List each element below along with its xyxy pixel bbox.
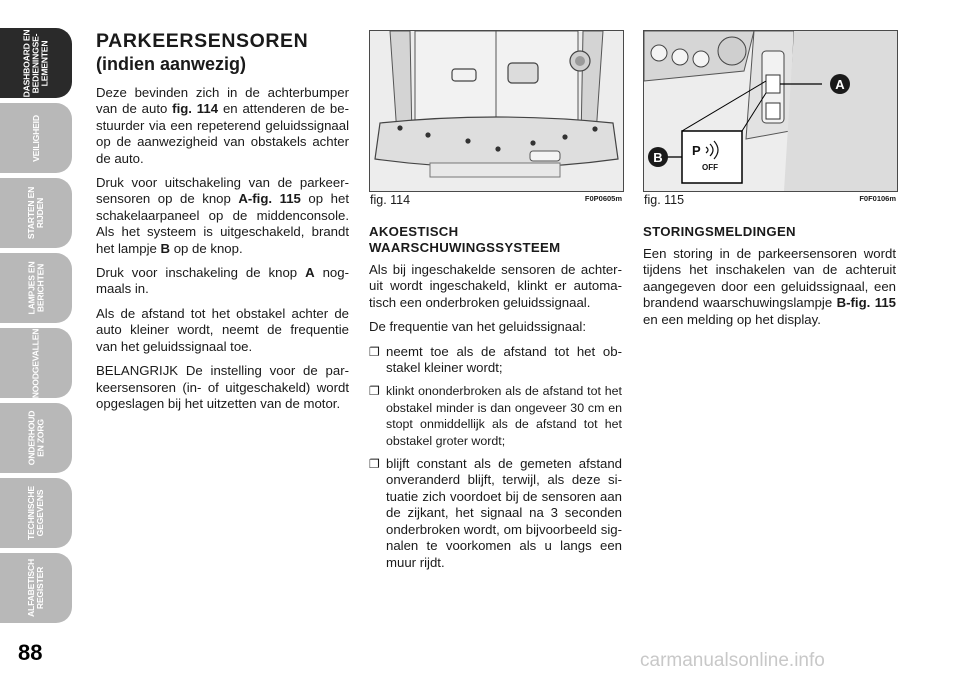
- figure-code: F0P0605m: [584, 194, 622, 203]
- tab-onderhoud[interactable]: [0, 403, 72, 473]
- section-heading-faults: STORINGSMELDINGEN: [643, 224, 796, 239]
- figure-label: fig. 115: [644, 193, 685, 207]
- tab-label: DASHBOARD EN BEDIENINGSE- LEMENTEN: [21, 29, 50, 97]
- column-fault-messages: [643, 224, 896, 336]
- paragraph-important: BELANGRIJK De instelling voor de parkeersensoren (in- of uitgeschakeld) wordt opgeslagen bij het uitzetten van de motor.: [96, 363, 349, 411]
- paragraph-acoustic-frequency: De frequentie van het geluidssignaal:: [369, 319, 587, 335]
- callout-a: A: [835, 77, 845, 92]
- button-off-text: OFF: [702, 163, 718, 172]
- page-subtitle: (indien aanwezig): [96, 54, 247, 74]
- button-letter: P: [692, 143, 701, 158]
- item-ref: A: [305, 265, 315, 281]
- list-item: ❐ neemt toe als de afstand tot het obstakel kleiner wordt;: [369, 344, 622, 377]
- watermark: carmanualsonline.info: [640, 650, 825, 671]
- figure-ref[interactable]: A-fig. 115: [238, 191, 301, 207]
- tab-starten[interactable]: [0, 178, 72, 248]
- tab-label: VEILIGHEID: [30, 114, 41, 162]
- paragraph-frequency: Als de afstand tot het obstakel achter de auto kleiner wordt, neemt de frequentie van het geluidssignaal toe.: [96, 305, 349, 354]
- figure-115-caption: [643, 192, 896, 208]
- tab-technische[interactable]: [0, 478, 72, 548]
- tab-label: TECHNISCHE GEGEVENS: [26, 486, 45, 540]
- list-item: ❐ blijft constant als de gemeten afstand onveranderd blijft, terwijl, als deze situatie zich voordoet bij de sensoren aan de zijkant, het signaal na 3 seconden onderbroken wordt, om bijvoorbeeld signalen te voorkomen als u langs een muur rijdt.: [369, 456, 622, 571]
- paragraph-faults: Een storing in de parkeersensoren wordt tijdens het inschakelen van de achteruit aangegeven door een geluidssignaal, een brandend waarschuwingslampje B-fig. 115 en een melding op het display.: [643, 246, 896, 327]
- tab-noodgevallen[interactable]: [0, 328, 72, 398]
- callout-b: B: [653, 150, 663, 165]
- figure-label: fig. 114: [370, 193, 411, 207]
- page-title: PARKEERSENSOREN: [96, 30, 309, 52]
- column-parkeersensoren: [96, 30, 349, 420]
- tab-label: NOODGEVALLEN: [30, 328, 41, 398]
- tab-veiligheid[interactable]: [0, 103, 72, 173]
- bullet-list: [369, 344, 622, 571]
- section-heading-acoustic: AKOESTISCH WAARSCHUWINGSSYSTEEM: [369, 224, 561, 255]
- tab-label: ALFABETISCH REGISTER: [26, 559, 45, 617]
- switch-panel-illustration: [644, 31, 897, 191]
- figure-ref[interactable]: fig. 114: [172, 101, 219, 117]
- column-acoustic-warning: [369, 224, 622, 578]
- rear-bumper-illustration: [370, 31, 623, 191]
- tab-register[interactable]: [0, 553, 72, 623]
- paragraph-acoustic-intro: Als bij ingeschakelde sensoren de achteruit wordt ingeschakeld, klinkt er automatisch een onderbroken geluidssignaal.: [369, 262, 622, 310]
- figure-114-caption: [369, 192, 622, 208]
- figure-115-switch-panel: [643, 30, 898, 192]
- figure-ref[interactable]: B-fig. 115: [836, 295, 896, 311]
- tab-label: STARTEN EN RIJDEN: [26, 186, 45, 240]
- list-item: ❐ klinkt ononderbroken als de afstand tot het obstakel minder is dan ongeveer 30 cm en stopt onmiddellijk als de afstand tot het obstakel groter wordt;: [369, 383, 622, 449]
- tab-label: ONDERHOUD EN ZORG: [25, 410, 45, 466]
- figure-code: F0F0106m: [859, 194, 896, 203]
- paragraph-location: Deze bevinden zich in de achterbumper van de auto fig. 114 en attenderen de bestuurder via een repeterend geluidssignaal op de aanwezigheid van obstakels achter de auto.: [96, 85, 349, 166]
- tab-label: LAMPJES EN BERICHTEN: [25, 261, 45, 315]
- page-number: 88: [18, 640, 43, 665]
- paragraph-switch-on: Druk voor inschakeling de knop A nogmaals in.: [96, 265, 349, 297]
- chapter-sidebar: [0, 0, 82, 677]
- paragraph-switch-off: Druk voor uitschakeling van de parkeersensoren op de knop A-fig. 115 op het schakelaarpaneel op de middenconsole. Als het systeem is uitgeschakeld, brandt het lampje B op de knop.: [96, 175, 349, 256]
- item-ref: B: [160, 240, 171, 256]
- tab-lampjes[interactable]: [0, 253, 72, 323]
- figure-114-rear-bumper: [369, 30, 624, 192]
- tab-dashboard[interactable]: [0, 28, 72, 98]
